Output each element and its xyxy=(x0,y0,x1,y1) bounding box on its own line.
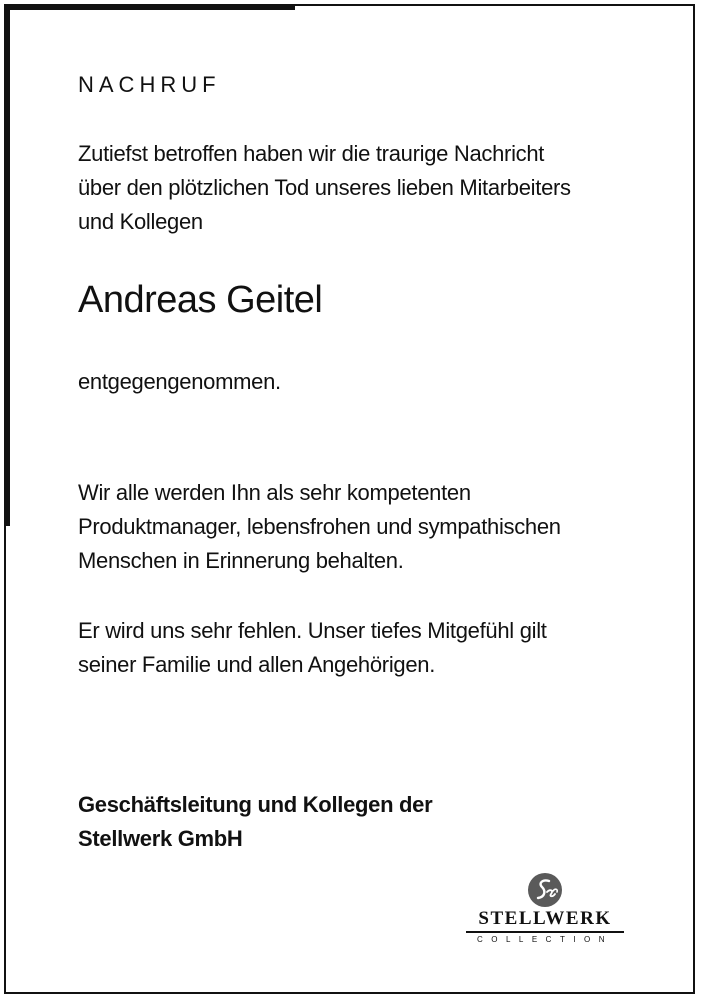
stellwerk-monogram-icon xyxy=(527,872,563,908)
deceased-name: Andreas Geitel xyxy=(78,279,323,321)
stellwerk-logo xyxy=(462,868,628,950)
received-line: entgegengenommen. xyxy=(78,369,281,394)
logo-subline: COLLECTION xyxy=(476,935,614,944)
memory-paragraph xyxy=(78,476,658,578)
memory-line: Menschen in Erinnerung behalten. xyxy=(78,548,404,573)
intro-line: über den plötzlichen Tod unseres lieben Mitarbeiters xyxy=(78,175,571,200)
condolence-line: seiner Familie und allen Angehörigen. xyxy=(78,652,436,677)
notice-heading: NACHRUF xyxy=(78,72,221,97)
received-paragraph xyxy=(78,365,658,399)
intro-paragraph xyxy=(78,137,658,239)
memory-line: Wir alle werden Ihn als sehr kompetenten xyxy=(78,480,471,505)
memory-line: Produktmanager, lebensfrohen und sympathischen xyxy=(78,514,561,539)
signature-line: Stellwerk GmbH xyxy=(78,826,243,851)
condolence-line: Er wird uns sehr fehlen. Unser tiefes Mitgefühl gilt xyxy=(78,618,547,643)
notice-border-accent-left xyxy=(4,4,10,526)
signature-line: Geschäftsleitung und Kollegen der xyxy=(78,792,433,817)
condolence-paragraph xyxy=(78,614,658,682)
notice-border-accent-top xyxy=(4,4,295,10)
signature-block xyxy=(78,788,432,856)
intro-line: Zutiefst betroffen haben wir die traurige Nachricht xyxy=(78,141,545,166)
intro-line: und Kollegen xyxy=(78,209,203,234)
logo-wordmark: STELLWERK xyxy=(478,908,612,929)
logo-divider xyxy=(466,931,624,933)
